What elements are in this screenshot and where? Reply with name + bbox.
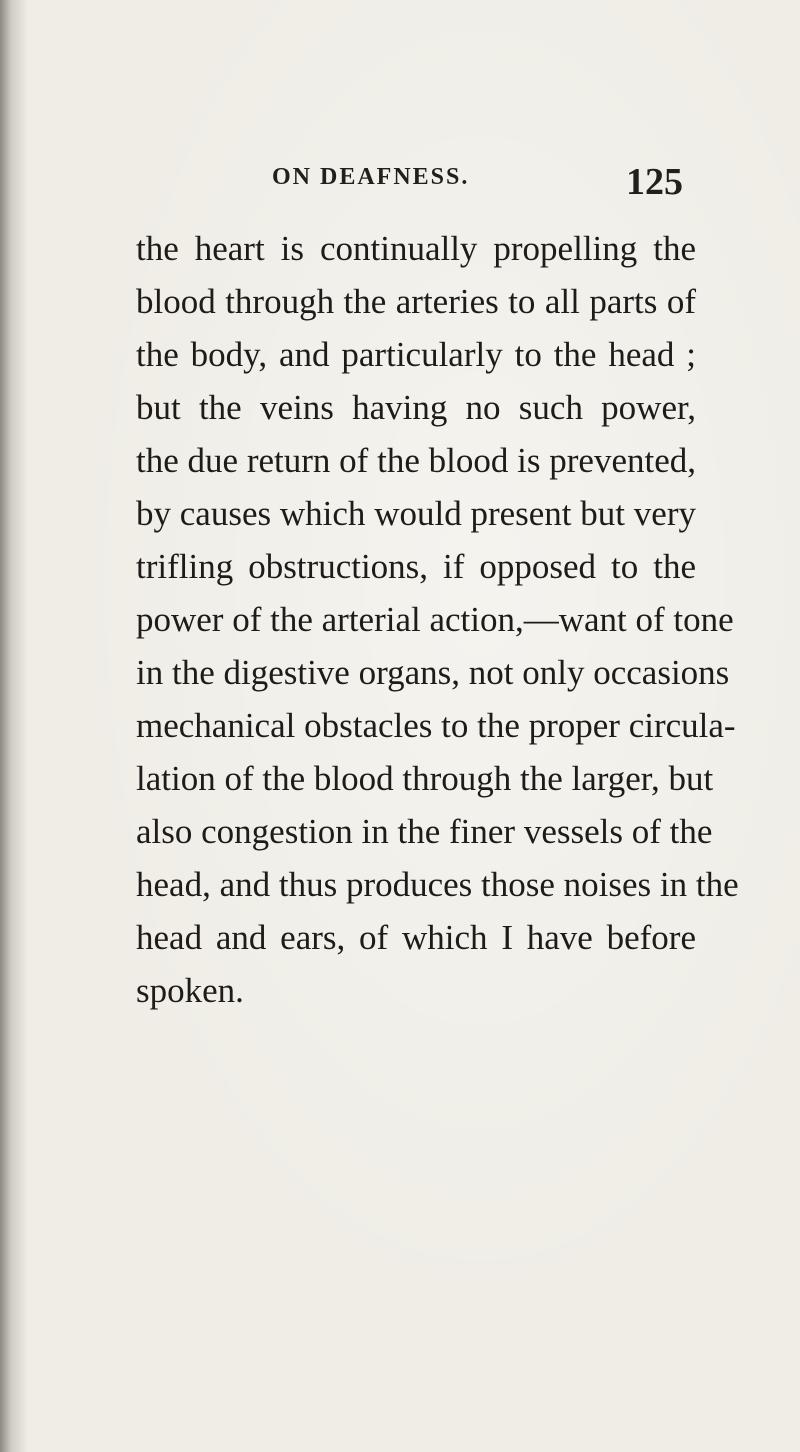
text-line: mechanical obstacles to the proper circula- — [136, 706, 736, 745]
page-header — [0, 160, 800, 203]
text-line: spoken. — [136, 971, 244, 1010]
text-line: head, and thus produces those noises in the — [136, 865, 739, 904]
text-line: in the digestive organs, not only occasions — [136, 653, 730, 692]
running-head: ON DEAFNESS. — [272, 164, 470, 190]
text-line: the due return of the blood is prevented, — [136, 441, 696, 480]
body-text — [136, 222, 739, 1017]
text-line: the heart is continually propelling the — [136, 229, 696, 268]
text-line: lation of the blood through the larger, but — [136, 759, 714, 798]
text-line: head and ears, of which I have before — [136, 918, 696, 957]
text-line: power of the arterial action,—want of tone — [136, 600, 734, 639]
gutter-shadow — [0, 0, 28, 1452]
text-line: the body, and particularly to the head ; — [136, 335, 696, 374]
text-line: trifling obstructions, if opposed to the — [136, 547, 696, 586]
text-line: also congestion in the finer vessels of the — [136, 812, 713, 851]
page-number: 125 — [626, 161, 683, 203]
text-line: but the veins having no such power, — [136, 388, 696, 427]
text-line: by causes which would present but very — [136, 494, 696, 533]
text-line: blood through the arteries to all parts of — [136, 282, 696, 321]
